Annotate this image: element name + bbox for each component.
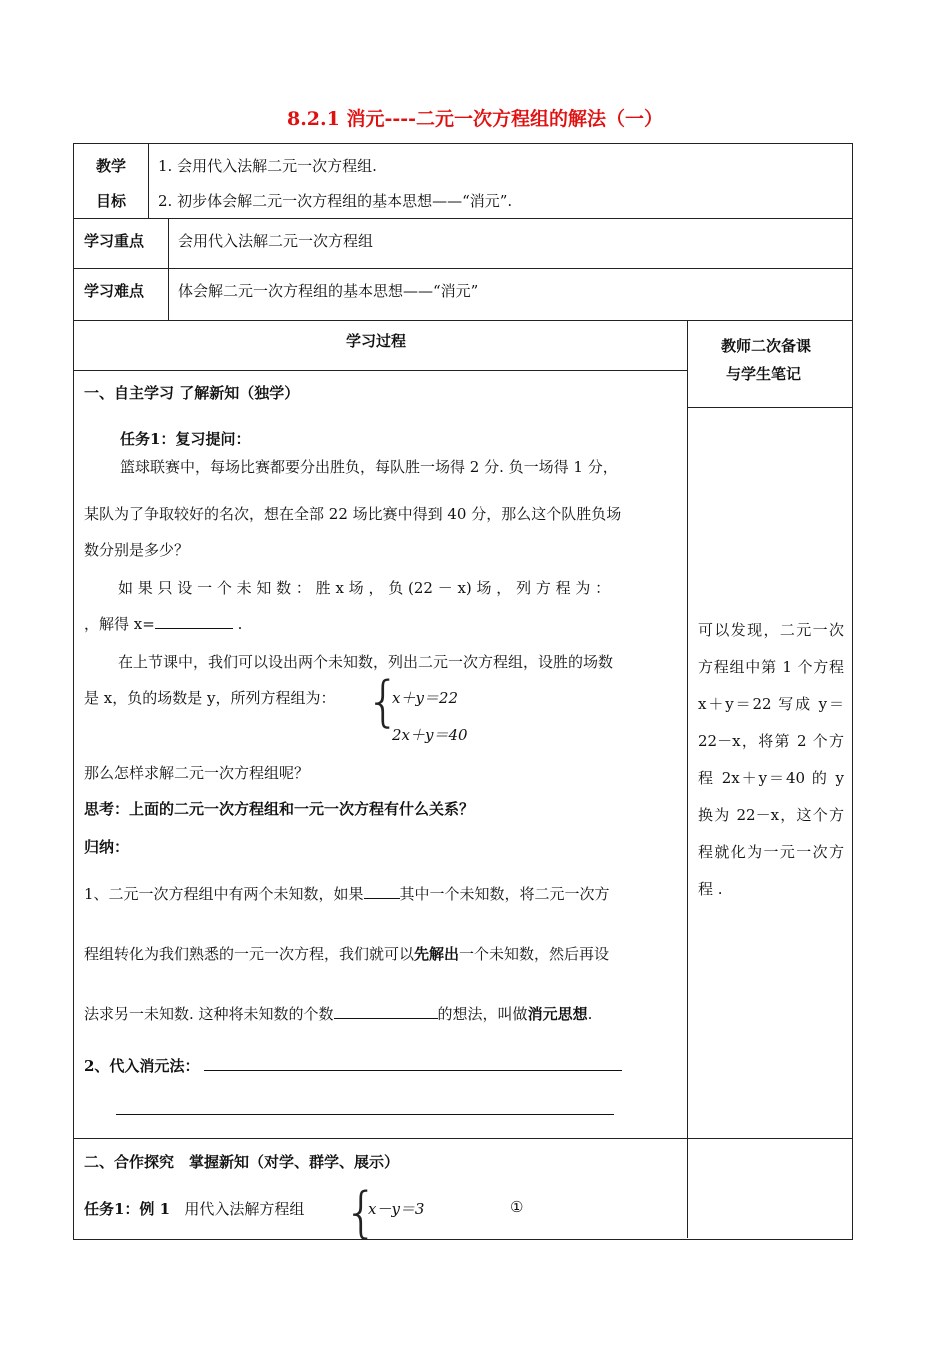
answer-line-2[interactable]: [116, 1114, 614, 1115]
column-divider: [168, 218, 169, 320]
summary-blank-1[interactable]: [364, 884, 400, 899]
example-brace: {: [344, 1181, 379, 1244]
summary-1-bold: 先解出: [414, 945, 460, 963]
page-title: 8.2.1 消元----二元一次方程组的解法（一）: [286, 108, 664, 130]
two-variable-line-2: 是 x，负的场数是 y，所列方程组为：: [84, 689, 336, 707]
notes-text: 可以发现，二元一次方程组中第 1 个方程 x＋y＝22 写成 y＝22－x，将第 2 个方程 2x＋y＝40 的 y 换为 22－x，这个方程就化为一元一次方程 .: [698, 621, 844, 898]
answer-blank[interactable]: [155, 614, 233, 629]
task1-heading: 任务1：复习提问：: [120, 430, 251, 448]
row-divider: [73, 370, 687, 371]
objectives-label-2: 目标: [96, 192, 127, 210]
row-divider: [73, 320, 852, 321]
summary-label: 归纳：: [84, 838, 130, 856]
problem-line-2: 某队为了争取较好的名次，想在全部 22 场比赛中得到 40 分，那么这个队胜负场: [84, 505, 622, 523]
objective-item-1: 1. 会用代入法解二元一次方程组.: [158, 157, 377, 175]
problem-line-3: 数分别是多少？: [84, 541, 190, 559]
row-divider: [73, 218, 852, 219]
problem-line-1: 篮球联赛中，每场比赛都要分出胜负，每队胜一场得 2 分. 负一场得 1 分，: [120, 458, 618, 476]
example-equation-1: x－y＝3: [368, 1200, 425, 1218]
equation-1: x＋y＝22: [392, 689, 459, 707]
summary-1-part-2: 其中一个未知数，将二元一次方: [399, 885, 610, 903]
answer-line-1[interactable]: [204, 1070, 622, 1071]
row-divider: [73, 268, 852, 269]
summary-2-label: 2、代入消元法：: [84, 1057, 200, 1075]
system-brace: {: [366, 670, 401, 733]
section2-heading: 二、合作探究 掌握新知（对学、群学、展示）: [84, 1153, 400, 1171]
column-divider: [687, 320, 688, 1238]
column-divider: [148, 143, 149, 219]
example-label: 任务1：例 1: [84, 1200, 171, 1218]
question-line: 那么怎样求解二元一次方程组呢？: [84, 764, 310, 782]
difficulty-label: 学习难点: [84, 282, 145, 300]
think-line: 思考：上面的二元一次方程组和一元一次方程有什么关系？: [84, 800, 475, 818]
focus-label: 学习重点: [84, 232, 145, 250]
row-divider: [73, 1138, 852, 1139]
equation-marker-1: ①: [510, 1198, 524, 1216]
equation-2: 2x＋y＝40: [392, 726, 468, 744]
summary-1-part-1: 1、二元一次方程组中有两个未知数，如果: [84, 885, 364, 903]
summary-1-line-1: [84, 883, 610, 904]
focus-content: 会用代入法解二元一次方程组: [178, 232, 374, 250]
summary-1-line-3: [84, 1003, 592, 1024]
summary-1-end: .: [587, 1005, 593, 1023]
example-line: [84, 1198, 304, 1219]
one-variable-answer: [84, 613, 242, 634]
summary-1-text-b: 一个未知数，然后再设: [459, 945, 610, 963]
summary-1-line-2: [84, 943, 609, 964]
row-divider: [687, 407, 852, 408]
objective-item-2: 2. 初步体会解二元一次方程组的基本思想——“消元”.: [158, 192, 513, 210]
one-variable-line: 如 果 只 设 一 个 未 知 数 ： 胜 x 场 ， 负 (22 － x) 场 ， 列 方 程 为 ：: [118, 579, 611, 597]
process-header: 学习过程: [346, 332, 407, 350]
section1-heading: 一、自主学习 了解新知（独学）: [84, 384, 300, 402]
summary-1-text-c: 法求另一未知数. 这种将未知数的个数: [84, 1005, 334, 1023]
notes-header: 教师二次备课: [721, 337, 812, 355]
answer-period: .: [237, 615, 243, 633]
two-variable-line-1: 在上节课中，我们可以设出两个未知数，列出二元一次方程组，设胜的场数: [118, 653, 614, 671]
notes-header-2: 与学生笔记: [726, 365, 802, 383]
difficulty-content: 体会解二元一次方程组的基本思想——“消元”: [178, 282, 479, 300]
example-text: 用代入法解方程组: [184, 1200, 305, 1218]
elimination-idea: 消元思想: [527, 1005, 588, 1023]
summary-1-text-a: 程组转化为我们熟悉的一元一次方程，我们就可以: [84, 945, 415, 963]
summary-blank-2[interactable]: [334, 1004, 438, 1019]
objectives-label: 教学: [96, 157, 127, 175]
answer-prefix: ，解得 x=: [84, 615, 155, 633]
summary-1-text-d: 的想法，叫做: [437, 1005, 528, 1023]
